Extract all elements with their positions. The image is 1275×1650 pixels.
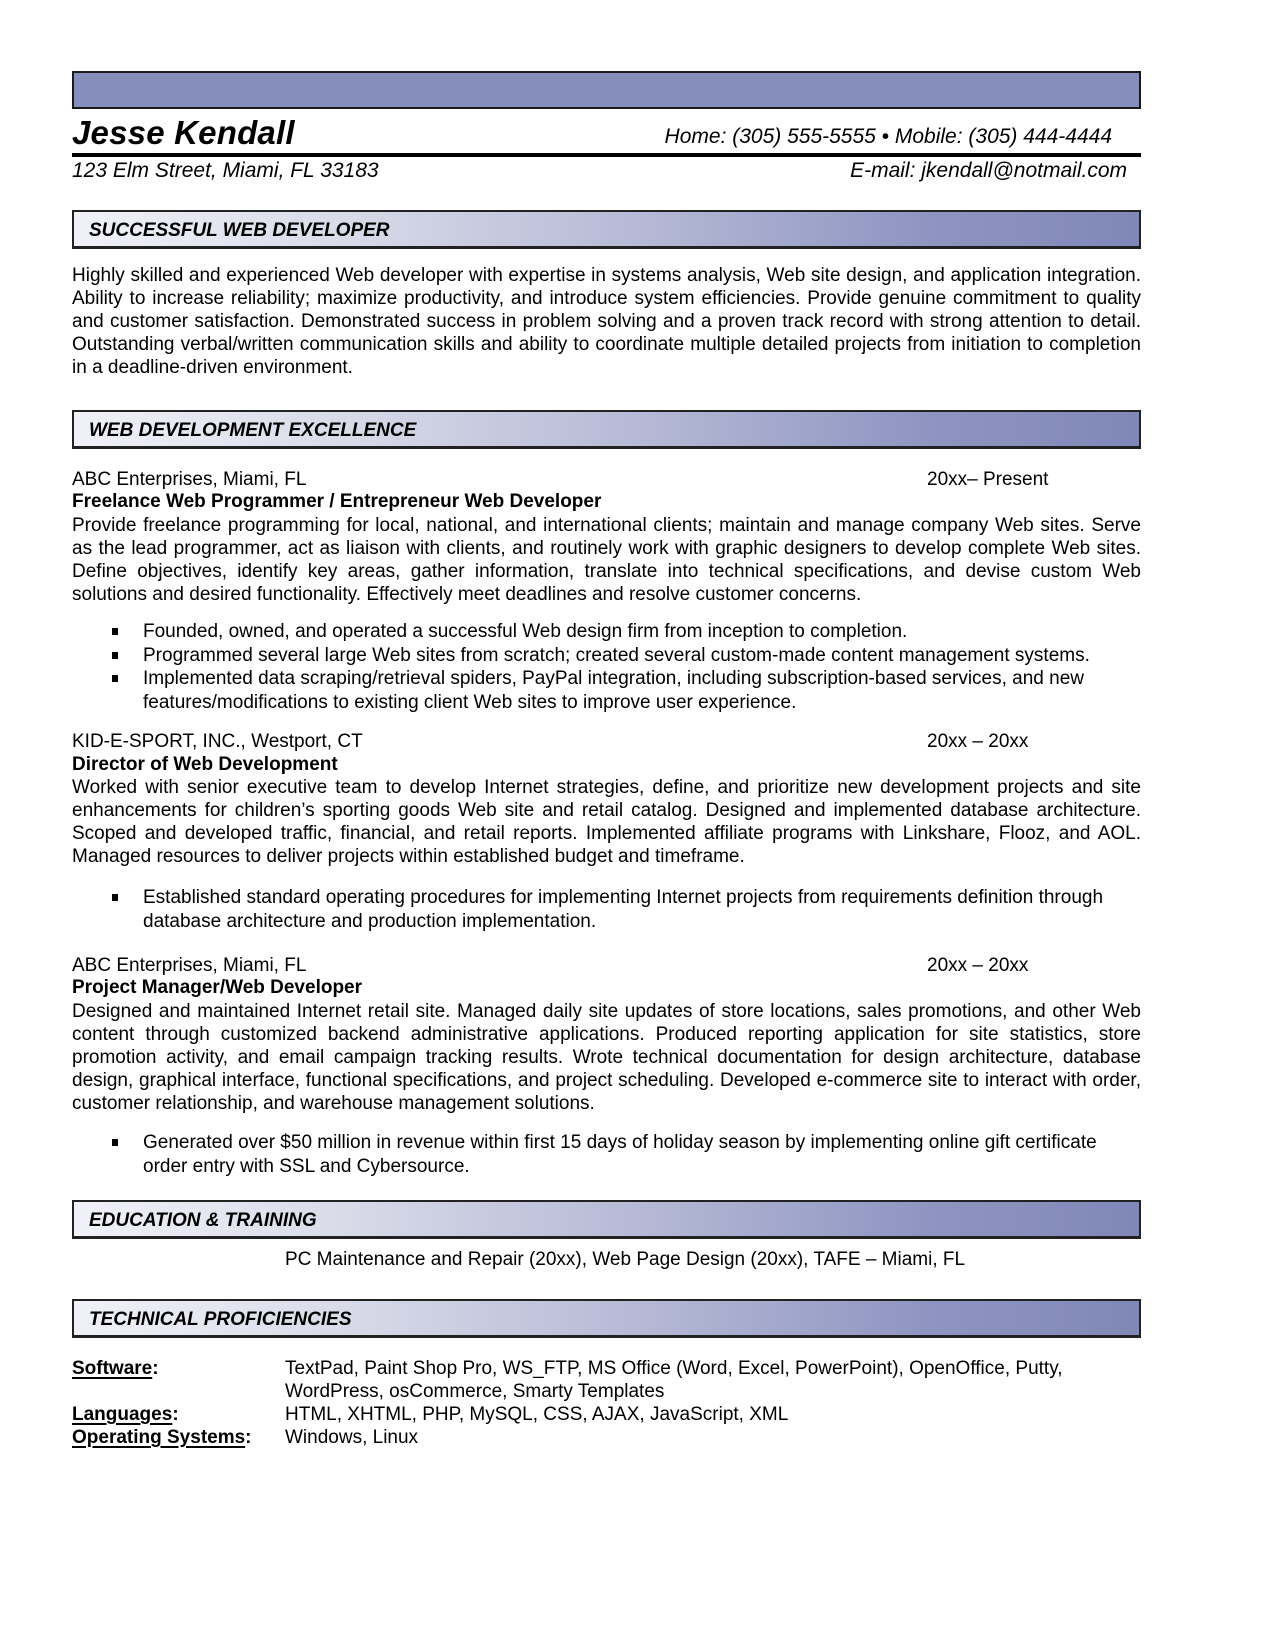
section-header-technical: [72, 1299, 1141, 1338]
job-dates: 20xx– Present: [927, 469, 1049, 490]
tech-label: Software:: [72, 1358, 159, 1379]
section-title: SUCCESSFUL WEB DEVELOPER: [89, 220, 390, 241]
section-header-summary: [72, 210, 1141, 249]
job-header: [72, 469, 1141, 492]
section-header-education: [72, 1200, 1141, 1239]
bullet-square-icon: [112, 675, 118, 682]
email-address: E-mail: jkendall@notmail.com: [850, 159, 1127, 182]
tech-label: Languages:: [72, 1404, 179, 1425]
header-divider: [72, 153, 1141, 157]
job-company: ABC Enterprises, Miami, FL: [72, 955, 307, 976]
job-title: Director of Web Development: [72, 754, 338, 775]
job-dates: 20xx – 20xx: [927, 731, 1029, 752]
tech-row-operating-systems: [72, 1426, 1141, 1449]
job-company: ABC Enterprises, Miami, FL: [72, 469, 307, 490]
section-header-experience: [72, 410, 1141, 449]
bullet-item: Generated over $50 million in revenue within first 15 days of holiday season by implementing online gift certificate order entry with SSL and Cybersource.: [72, 1131, 1141, 1178]
job-company: KID-E-SPORT, INC., Westport, CT: [72, 731, 363, 752]
section-title: TECHNICAL PROFICIENCIES: [89, 1309, 352, 1330]
header-color-band: [72, 71, 1141, 109]
job-title: Freelance Web Programmer / Entrepreneur Web Developer: [72, 491, 602, 512]
job-bullets: [72, 886, 1141, 933]
job-description: Provide freelance programming for local, national, and international clients; maintain and manage company Web sites. Serve as the lead programmer, act as liaison with clients, and routinely work with graphic designers to develop complete Web sites. Define objectives, identify key areas, gather information, translate into technical specifications, and devise custom Web solutions and desired functionality. Effectively meet deadlines and resolve customer concerns.: [72, 515, 1141, 605]
education-entry: PC Maintenance and Repair (20xx), Web Page Design (20xx), TAFE – Miami, FL: [285, 1249, 966, 1270]
section-title: WEB DEVELOPMENT EXCELLENCE: [89, 420, 417, 441]
tech-label: Operating Systems:: [72, 1427, 252, 1448]
bullet-square-icon: [112, 894, 118, 901]
job-title: Project Manager/Web Developer: [72, 977, 363, 998]
bullet-square-icon: [112, 1139, 118, 1146]
bullet-item: Implemented data scraping/retrieval spiders, PayPal integration, including subscription-based services, and new features/modifications to existing client Web sites to improve user experience.: [72, 667, 1141, 714]
tech-value: TextPad, Paint Shop Pro, WS_FTP, MS Office (Word, Excel, PowerPoint), OpenOffice, Putty, WordPress, osCommerce, Smarty Templates: [285, 1358, 1063, 1402]
job-bullets: [72, 620, 1141, 714]
name-row: [72, 114, 1112, 154]
bullet-item: Programmed several large Web sites from scratch; created several custom-made content management systems.: [72, 644, 1141, 668]
tech-row-languages: [72, 1403, 1141, 1426]
job-description: Designed and maintained Internet retail site. Managed daily site updates of store locations, sales promotions, and other Web content through customized backend administrative applications. Produced reporting application for site statistics, store promotion activity, and email campaign tracking results. Wrote technical documentation for design architecture, database design, graphical interface, functional specifications, and project scheduling. Developed e-commerce site to interact with order, customer relationship, and warehouse management solutions.: [72, 1001, 1141, 1114]
tech-value: Windows, Linux: [285, 1427, 419, 1448]
bullet-square-icon: [112, 628, 118, 635]
job-header: [72, 955, 1141, 978]
phone-numbers: Home: (305) 555-5555 • Mobile: (305) 444-4444: [664, 125, 1112, 148]
tech-value: HTML, XHTML, PHP, MySQL, CSS, AJAX, JavaScript, XML: [285, 1404, 789, 1425]
bullet-item: Founded, owned, and operated a successful Web design firm from inception to completion.: [72, 620, 1141, 644]
job-description: Worked with senior executive team to develop Internet strategies, define, and prioritize new development projects and site enhancements for children’s sporting goods Web site and retail catalog. Designed and implemented database architecture. Scoped and developed traffic, financial, and retail reports. Implemented affiliate programs with Linkshare, Flooz, and AOL. Managed resources to deliver projects within established budget and timeframe.: [72, 777, 1141, 867]
summary-paragraph: Highly skilled and experienced Web developer with expertise in systems analysis, Web site design, and application integration. Ability to increase reliability; maximize productivity, and introduce system efficiencies. Provide genuine commitment to quality and customer satisfaction. Demonstrated success in problem solving and a proven track record with strong attention to detail. Outstanding verbal/written communication skills and ability to coordinate multiple detailed projects from initiation to completion in a deadline-driven environment.: [72, 265, 1141, 378]
bullet-square-icon: [112, 652, 118, 659]
job-dates: 20xx – 20xx: [927, 955, 1029, 976]
street-address: 123 Elm Street, Miami, FL 33183: [72, 159, 379, 182]
section-title: EDUCATION & TRAINING: [89, 1210, 317, 1231]
tech-row-software: [72, 1357, 1141, 1403]
job-header: [72, 731, 1141, 754]
bullet-item: Established standard operating procedures for implementing Internet projects from requirements definition through database architecture and production implementation.: [72, 886, 1141, 933]
candidate-name: Jesse Kendall: [72, 114, 295, 151]
address-row: [72, 159, 1127, 185]
job-bullets: [72, 1131, 1141, 1178]
